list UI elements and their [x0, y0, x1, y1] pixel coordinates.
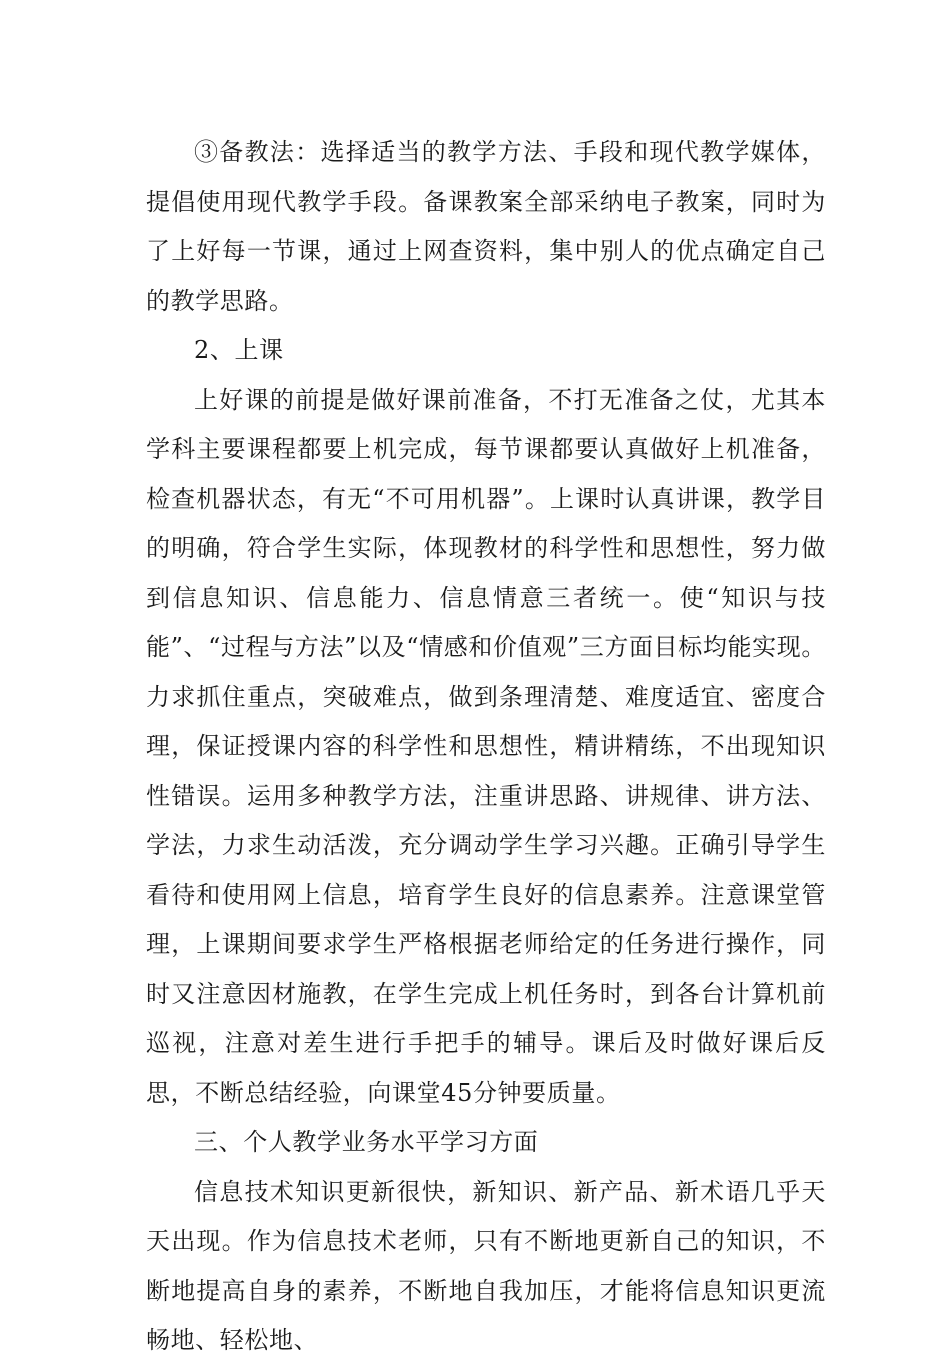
paragraph-personal-learning: 信息技术知识更新很快，新知识、新产品、新术语几乎天天出现。作为信息技术老师，只有不断地更新自己的知识，不断地提高自身的素养，不断地自我加压，才能将信息知识更流畅地、轻松地、 — [146, 1177, 826, 1354]
heading-lessons: 2、上课 — [194, 336, 284, 364]
document-body — [146, 128, 826, 1366]
paragraph-teaching-methods: ③备教法：选择适当的教学方法、手段和现代教学媒体，提倡使用现代教学手段。备课教案全部采纳电子教案，同时为了上好每一节课，通过上网查资料，集中别人的优点确定自己的教学思路。 — [146, 138, 826, 315]
heading-personal-learning: 三、个人教学业务水平学习方面 — [194, 1128, 539, 1156]
paragraph-lessons: 上好课的前提是做好课前准备，不打无准备之仗，尤其本学科主要课程都要上机完成，每节课都要认真做好上机准备，检查机器状态，有无“不可用机器”。上课时认真讲课，教学目的明确，符合学生实际，体现教材的科学性和思想性，努力做到信息知识、信息能力、信息情意三者统一。使“知识与技能”、“过程与方法”以及“情感和价值观”三方面目标均能实现。力求抓住重点，突破难点，做到条理清楚、难度适宜、密度合理，保证授课内容的科学性和思想性，精讲精练，不出现知识性错误。运用多种教学方法，注重讲思路、讲规律、讲方法、学法，力求生动活泼，充分调动学生学习兴趣。正确引导学生看待和使用网上信息，培育学生良好的信息素养。注意课堂管理，上课期间要求学生严格根据老师给定的任务进行操作，同时又注意因材施教，在学生完成上机任务时，到各台计算机前巡视，注意对差生进行手把手的辅导。课后及时做好课后反思，不断总结经验，向课堂45分钟要质量。 — [146, 385, 826, 1107]
